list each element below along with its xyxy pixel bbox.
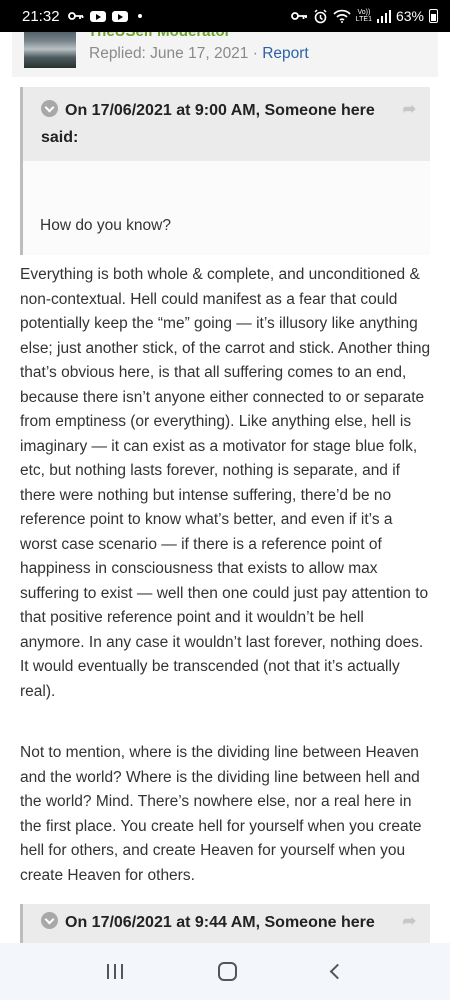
home-icon[interactable] bbox=[218, 962, 237, 981]
quote-header[interactable] bbox=[23, 87, 430, 161]
report-link[interactable]: Report bbox=[262, 45, 309, 62]
back-icon[interactable] bbox=[329, 964, 345, 980]
recent-apps-icon[interactable] bbox=[107, 964, 123, 979]
quote-attribution: On 17/06/2021 at 9:44 AM, Someone here bbox=[65, 914, 375, 931]
alarm-icon bbox=[313, 9, 328, 24]
status-time: 21:32 bbox=[22, 7, 60, 25]
key-icon bbox=[291, 11, 308, 21]
share-arrow-icon[interactable]: ➦ bbox=[402, 913, 416, 930]
signal-icon bbox=[377, 10, 391, 23]
battery-percent: 63% bbox=[395, 8, 424, 24]
post-paragraph: Not to mention, where is the dividing line between Heaven and the world? Where is the dividing line between hell and the world? Mind. There’s nowhere else, nor a real here in the first place. You create hell for yourself when you create hell for others, and create Heaven for yourself when you create Heaven for others. bbox=[20, 744, 422, 884]
volte-indicator: Vo)) LTE1 bbox=[355, 9, 372, 23]
avatar[interactable] bbox=[24, 26, 76, 68]
quote-body bbox=[23, 161, 430, 255]
status-bar bbox=[0, 0, 450, 32]
key-icon bbox=[68, 11, 84, 21]
replied-date: Replied: June 17, 2021 · bbox=[89, 45, 263, 62]
quote-block bbox=[20, 904, 430, 946]
system-nav-bar bbox=[0, 943, 450, 1000]
wifi-icon bbox=[333, 9, 351, 23]
youtube-icon bbox=[112, 11, 128, 22]
chevron-down-icon[interactable] bbox=[41, 100, 58, 117]
quote-text: How do you know? bbox=[40, 217, 171, 234]
quote-block bbox=[20, 87, 430, 255]
quote-attribution: On 17/06/2021 at 9:00 AM, Someone here said: bbox=[41, 102, 375, 146]
battery-icon bbox=[429, 9, 438, 23]
quote-header[interactable] bbox=[23, 904, 430, 946]
share-arrow-icon[interactable]: ➦ bbox=[402, 101, 416, 118]
post-paragraph: Everything is both whole & complete, and unconditioned & non-contextual. Hell could manifest as a fear that could potentially keep the “me” going — it’s illusory like anything else; just another stick, of the carrot and stick. Another thing that’s obvious here, is that all suffering comes to an end, because there isn’t anyone either connected to or separate from emptiness (or everything). Like anything else, hell is imaginary — it can exist as a motivator for stage blue folk, etc, but nothing lasts forever, nothing is separate, and if there were nothing but intense suffering, there’d be no reference point to know what’s better, and even if it’s a worst case scenario — if there is a reference point of happiness in consciousness that exists to allow max suffering to exist — well then one could just pay attention to that positive reference point and it wouldn’t be hell anymore. In any case it wouldn’t last forever, nothing does. It would eventually be transcended (not that it’s actually real). bbox=[20, 266, 431, 700]
notification-dot-icon bbox=[138, 14, 142, 18]
youtube-icon bbox=[90, 11, 106, 22]
post-header bbox=[12, 32, 438, 77]
chevron-down-icon[interactable] bbox=[41, 912, 58, 929]
reply-meta bbox=[89, 45, 309, 63]
